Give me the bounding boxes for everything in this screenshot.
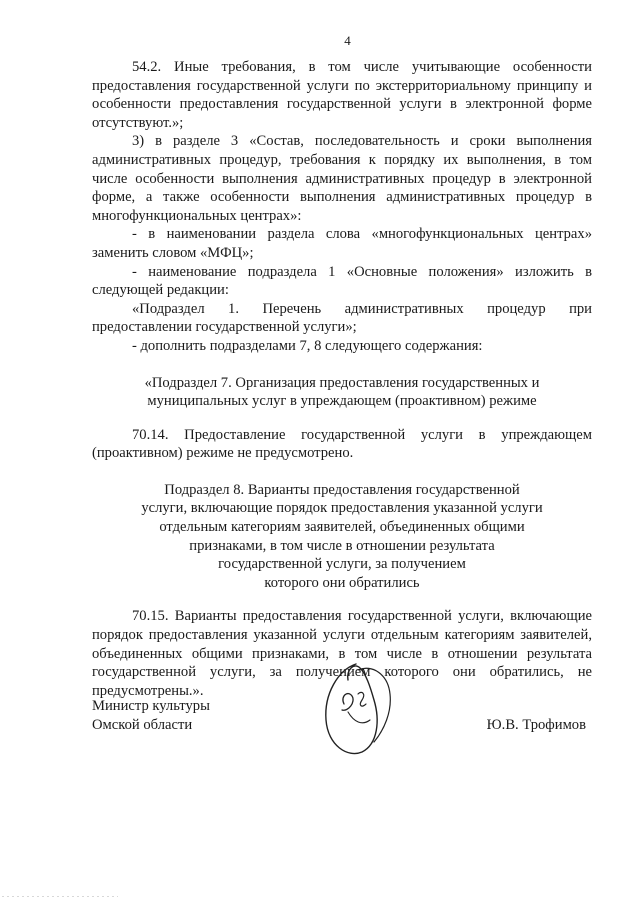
paragraph-rename-subsection: - наименование подраздела 1 «Основные положения» изложить в следующей редакции: [92,263,592,299]
paragraph-subsection-1-title: «Подраздел 1. Перечень административных процедур при предоставлении государственной услуги»; [92,300,592,336]
subsection-7-heading-line: «Подраздел 7. Организация предоставления государственных и [144,374,540,391]
document-body [92,58,592,700]
signatory-name: Ю.В. Трофимов [486,717,586,733]
scan-artifact [0,895,120,898]
subsection-7-heading [92,374,592,411]
paragraph-rename-section: - в наименовании раздела слова «многофункциональных центрах» заменить словом «МФЦ»; [92,226,592,261]
signatory-position-line: Министр культуры [92,698,210,714]
paragraph-item-3: 3) в разделе 3 «Состав, последовательность и сроки выполнения административных процедур, требования к порядку их выполнения, в том числе особенности выполнения административных процедур в электронной форме, а также особенности выполнения административных процедур в многофункциональных центрах»: [92,133,592,224]
subsection-8-heading-line: государственной услуги, за получением [218,556,466,573]
subsection-8-heading-line: отдельным категориям заявителей, объединенных общими [159,519,525,536]
subsection-8-heading-line: признаками, в том числе в отношении результата [189,537,495,554]
paragraph-54-2: 54.2. Иные требования, в том числе учитывающие особенности предоставления государственной услуги по экстерриториальному принципу и особенности предоставления государственной услуги в электронной форме отсутствуют.»; [92,59,592,131]
subsection-7-heading-line: муниципальных услуг в упреждающем (проактивном) режиме [147,393,537,410]
subsection-8-heading-line: услуги, включающие порядок предоставления указанной услуги [141,500,543,517]
handwritten-signature [318,650,398,762]
signatory-position [92,697,210,734]
subsection-8-heading [92,481,592,593]
paragraph-70-15: 70.15. Варианты предоставления государственной услуги, включающие порядок предоставления указанной услуги отдельным категориям заявителей, объединенных общими признаками, в том числе в отношении результата государственной услуги, за получением которого они обратились, не предусмотрены.». [92,608,592,699]
paragraph-70-14: 70.14. Предоставление государственной услуги в упреждающем (проактивном) режиме не предусмотрено. [92,426,592,462]
subsection-8-heading-line: которого они обратились [264,574,420,591]
subsection-8-heading-line: Подраздел 8. Варианты предоставления государственной [164,481,520,498]
paragraph-add-subsections: - дополнить подразделами 7, 8 следующего содержания: [132,337,483,354]
page-number: 4 [344,33,351,48]
signatory-position-line: Омской области [92,716,193,733]
